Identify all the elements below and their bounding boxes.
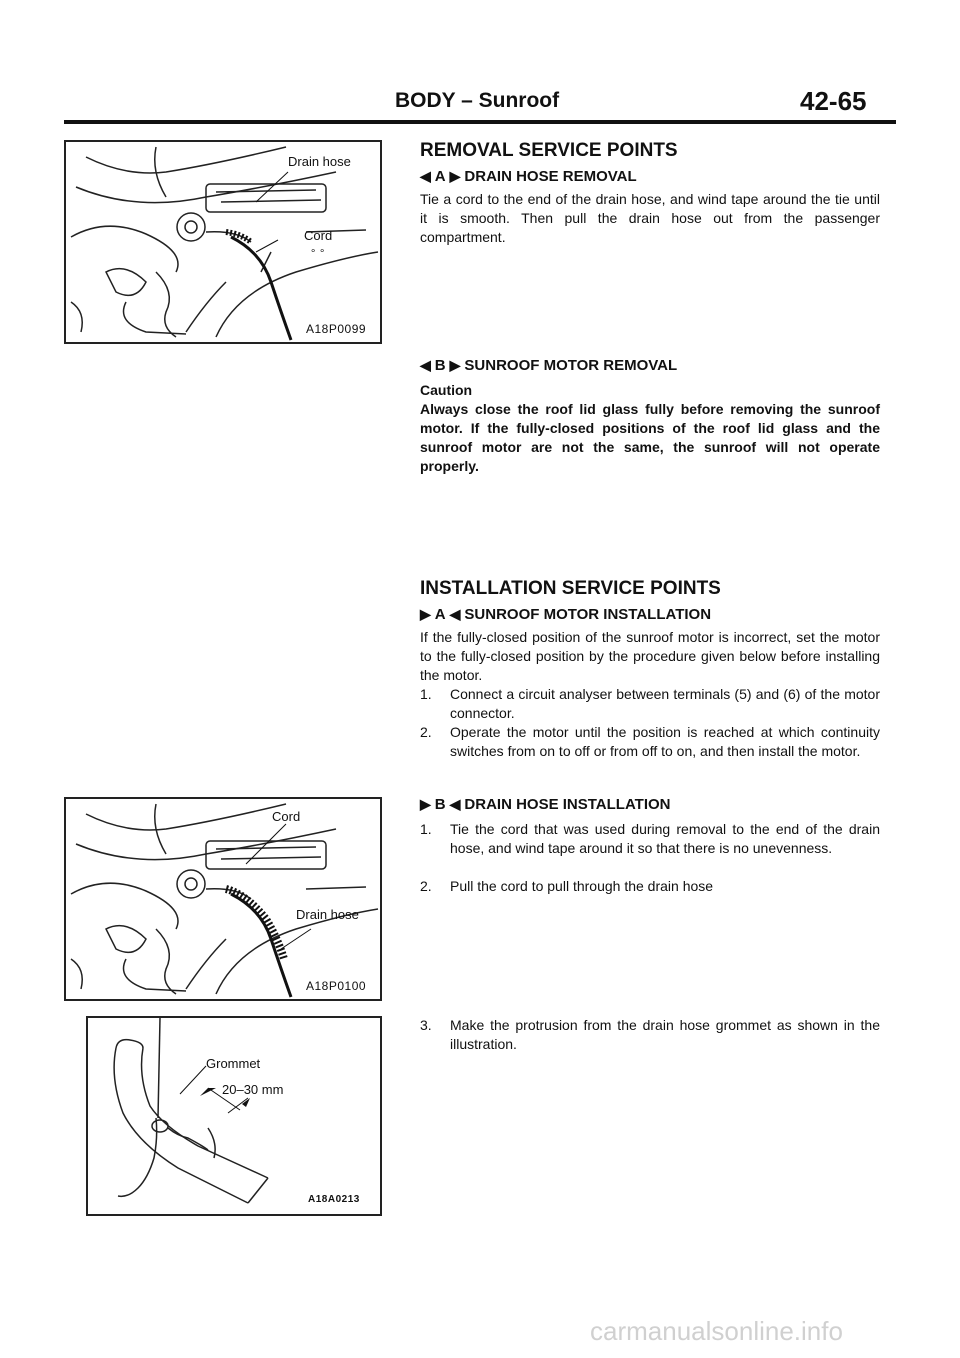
- arrow-left-icon: ◀: [420, 357, 431, 373]
- grommet-illustration: [88, 1018, 380, 1214]
- installation-a-title-row: [420, 606, 880, 623]
- removal-a-title: DRAIN HOSE REMOVAL: [464, 168, 637, 185]
- removal-a-title-row: [420, 168, 880, 185]
- marker-b: B: [434, 357, 446, 374]
- drain-hose-illustration: [66, 142, 380, 342]
- label-small-marks: ∘ ∘: [310, 246, 326, 257]
- figure-code: A18P0099: [306, 322, 367, 336]
- step-number: 3.: [420, 1017, 432, 1033]
- installation-b-title-row: [420, 796, 880, 813]
- figure-code: A18P0100: [306, 979, 367, 993]
- figure-drain-hose-installation: [64, 797, 382, 1001]
- page-title: BODY – Sunroof: [395, 89, 560, 112]
- step-number: 1.: [420, 821, 432, 837]
- installation-a-step-2: [420, 723, 880, 761]
- installation-a-title: SUNROOF MOTOR INSTALLATION: [464, 606, 712, 623]
- installation-b-step-2: [420, 877, 880, 896]
- installation-b-step-3: [420, 1016, 880, 1054]
- caution-text: Always close the roof lid glass fully before removing the sunroof motor. If the fully-closed positions of the roof lid glass and the sunroof motor are not the same, the sunroof will not operate properly.: [420, 401, 880, 474]
- arrow-left-icon: ◀: [449, 796, 461, 812]
- installation-heading: INSTALLATION SERVICE POINTS: [420, 578, 721, 599]
- removal-b-title-row: [420, 357, 880, 374]
- label-cord: Cord: [304, 228, 333, 243]
- installation-a-intro: If the fully-closed position of the sunroof motor is incorrect, set the motor to the fully-closed position by the procedure given below before installing the motor.: [420, 629, 880, 683]
- figure-code: A18A0213: [308, 1194, 360, 1205]
- arrow-right-icon: ▶: [420, 606, 431, 622]
- step-text: Connect a circuit analyser between terminals (5) and (6) of the motor connector.: [450, 686, 880, 721]
- figure-grommet-protrusion: [86, 1016, 382, 1216]
- step-text: Make the protrusion from the drain hose grommet as shown in the illustration.: [450, 1017, 880, 1052]
- marker-a: A: [434, 168, 446, 185]
- installation-a-step-1: [420, 685, 880, 723]
- label-drain-hose: Drain hose: [288, 154, 351, 169]
- arrow-right-icon: ▶: [420, 796, 431, 812]
- label-drain-hose: Drain hose: [296, 907, 359, 922]
- step-text: Tie the cord that was used during removal to the end of the drain hose, and wind tape around it so that there is no unevenness.: [450, 821, 880, 856]
- figure-drain-hose-removal: [64, 140, 382, 344]
- cord-drain-hose-illustration: [66, 799, 380, 999]
- arrow-right-icon: ▶: [449, 357, 461, 373]
- installation-b-title: DRAIN HOSE INSTALLATION: [464, 796, 671, 813]
- step-text: Pull the cord to pull through the drain hose: [450, 878, 714, 894]
- removal-heading: REMOVAL SERVICE POINTS: [420, 140, 678, 161]
- label-grommet: Grommet: [206, 1056, 261, 1071]
- removal-a-text: Tie a cord to the end of the drain hose, and wind tape around the tie until it is smooth. Then pull the drain hose out from the passenger compartment.: [420, 191, 880, 245]
- step-number: 1.: [420, 686, 432, 702]
- arrow-left-icon: ◀: [420, 168, 431, 184]
- marker-a: A: [434, 606, 446, 623]
- arrow-left-icon: ◀: [449, 606, 461, 622]
- watermark: carmanualsonline.info: [590, 1316, 843, 1346]
- step-text: Operate the motor until the position is reached at which continuity switches from on to off or from off to on, and then install the motor.: [450, 724, 880, 759]
- step-number: 2.: [420, 878, 432, 894]
- removal-b-title: SUNROOF MOTOR REMOVAL: [464, 357, 678, 374]
- arrow-right-icon: ▶: [449, 168, 461, 184]
- page-number: 42-65: [800, 86, 867, 116]
- marker-b: B: [434, 796, 446, 813]
- label-dimension: 20–30 mm: [222, 1082, 284, 1097]
- caution-label: Caution: [420, 382, 473, 398]
- label-cord: Cord: [272, 809, 301, 824]
- installation-b-step-1: [420, 820, 880, 858]
- header-rule: [64, 120, 896, 124]
- step-number: 2.: [420, 724, 432, 740]
